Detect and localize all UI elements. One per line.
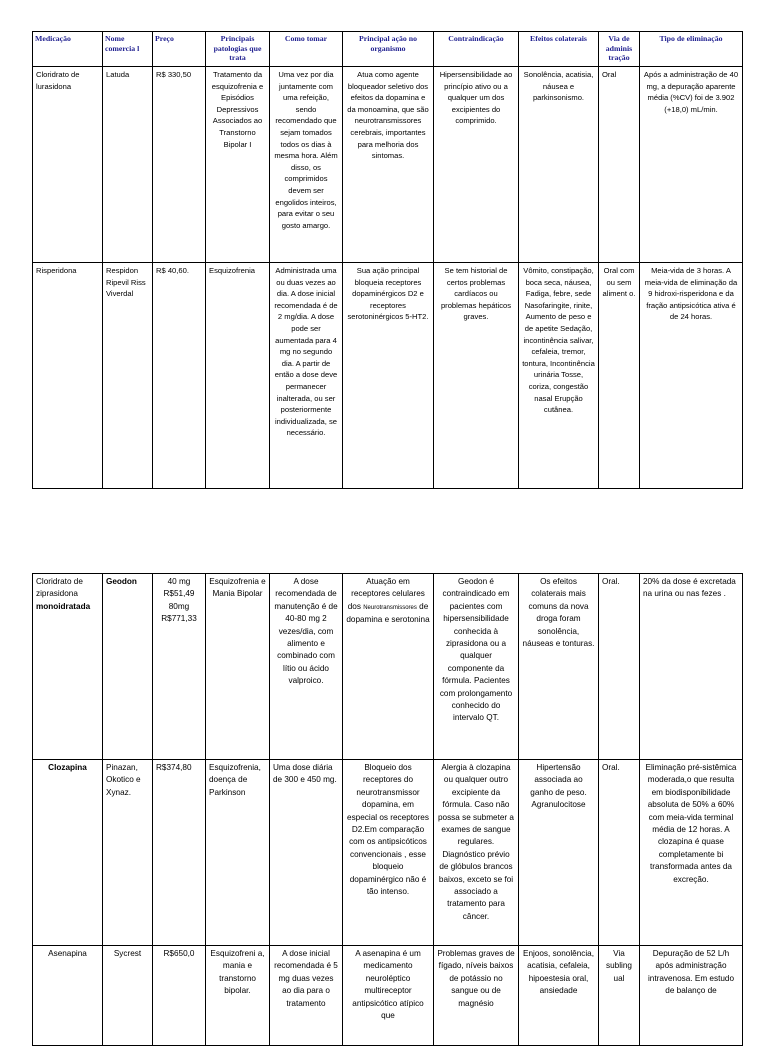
medicacao-bold-text: monoidratada	[36, 601, 91, 611]
cell-preco: R$ 40,60.	[153, 263, 206, 489]
cell-contraindicacao: Hipersensibilidade ao princípio ativo ou a qualquer um dos excipientes do comprimido.	[434, 67, 519, 263]
acao-small-text: Neurotransmissores	[363, 604, 417, 611]
cell-contraindicacao: Alergia à clozapina ou qualquer outro excipiente da fórmula. Caso não possa se submeter a exames de sangue regulares. Diagnóstico prévio de glóbulos brancos baixos, exceto se foi associado a tratamento para câncer.	[434, 760, 519, 946]
cell-como-tomar: A dose inicial recomendada é 5 mg duas vezes ao dia para o tratamento	[270, 946, 343, 1046]
table-header-row	[33, 32, 743, 67]
cell-preco: R$ 330,50	[153, 67, 206, 263]
cell-acao: Sua ação principal bloqueia receptores dopaminérgicos D2 e receptores serotoninérgicos 5-HT2.	[343, 263, 434, 489]
header-preco: Preço	[153, 32, 206, 67]
header-acao: Principal ação no organismo	[343, 32, 434, 67]
cell-efeitos: Hipertensão associada ao ganho de peso. Agranulocitose	[519, 760, 599, 946]
header-via: Via de adminis tração	[599, 32, 640, 67]
cell-contraindicacao: Geodon é contraindicado em pacientes com hipersensibilidade conhecida à ziprasidona ou a qualquer componente da fórmula. Pacientes com prolongamento conhecido do intervalo QT.	[434, 574, 519, 760]
cell-como-tomar: Uma dose diária de 300 e 450 mg.	[270, 760, 343, 946]
cell-eliminacao: Depuração de 52 L/h após administração intravenosa. Em estudo de balanço de	[640, 946, 743, 1046]
cell-nome: Latuda	[103, 67, 153, 263]
cell-efeitos: Enjoos, sonolência, acatisia, cefaleia, hipoestesia oral, ansiedade	[519, 946, 599, 1046]
cell-efeitos: Os efeitos colaterais mais comuns da nova droga foram sonolência, náuseas e tonturas.	[519, 574, 599, 760]
cell-patologias: Tratamento da esquizofrenia e Episódios Depressivos Associados ao Transtorno Bipolar I	[206, 67, 270, 263]
cell-nome: Geodon	[103, 574, 153, 760]
cell-patologias: Esquizofrenia e Mania Bipolar	[206, 574, 270, 760]
cell-preco: R$374,80	[153, 760, 206, 946]
cell-patologias: Esquizofrenia, doença de Parkinson	[206, 760, 270, 946]
table-row	[33, 574, 743, 760]
header-contraindicacao: Contraindicação	[434, 32, 519, 67]
cell-preco: R$650,0	[153, 946, 206, 1046]
table-row	[33, 946, 743, 1046]
header-efeitos: Efeitos colaterais	[519, 32, 599, 67]
cell-medicacao	[33, 574, 103, 760]
cell-efeitos: Vômito, constipação, boca seca, náusea, Fadiga, febre, sede Nasofaringite, rinite, Aumento de peso e de apetite Sedação, incontinência salivar, cefaleia, tremor, tontura, Incontinência urinária Tosse, coriza, congestão nasal Erupção cutânea.	[519, 263, 599, 489]
cell-acao: Bloqueio dos receptores do neurotransmissor dopamina, em especial os receptores D2.Em comparação com os antipsicóticos convencionais , esse bloqueio dopaminérgico não é tão intenso.	[343, 760, 434, 946]
header-nome-comercial: Nome comercia l	[103, 32, 153, 67]
cell-eliminacao: Meia-vida de 3 horas. A meia-vida de eliminação da 9 hidroxi-risperidona e da fração antipsicótica ativa é de 24 horas.	[640, 263, 743, 489]
header-patologias: Principais patologias que trata	[206, 32, 270, 67]
cell-patologias: Esquizofreni a, mania e transtorno bipolar.	[206, 946, 270, 1046]
cell-contraindicacao: Problemas graves de fígado, níveis baixos de potássio no sangue ou de magnésio	[434, 946, 519, 1046]
cell-acao: Atua como agente bloqueador seletivo dos efeitos da dopamina e da monoamina, que são neurotransmissores cerebrais, importantes para melhoria dos sintomas.	[343, 67, 434, 263]
cell-medicacao: Asenapina	[33, 946, 103, 1046]
cell-nome: Respidon Ripevil Riss Viverdal	[103, 263, 153, 489]
cell-acao	[343, 574, 434, 760]
cell-como-tomar: Uma vez por dia juntamente com uma refeição, sendo recomendado que sejam tomados todos os dias à mesma hora. Além disso, os comprimidos devem ser engolidos inteiros, para evitar o seu gosto amargo.	[270, 67, 343, 263]
cell-como-tomar: A dose recomendada de manutenção é de 40-80 mg 2 vezes/dia, com alimento e combinado com lítio ou ácido valproico.	[270, 574, 343, 760]
cell-acao: A asenapina é um medicamento neuroléptico multireceptor antipsicótico atípico que	[343, 946, 434, 1046]
cell-medicacao: Risperidona	[33, 263, 103, 489]
cell-nome: Sycrest	[103, 946, 153, 1046]
table-row	[33, 263, 743, 489]
table-row	[33, 67, 743, 263]
medication-table-top	[32, 31, 743, 489]
cell-nome: Pinazan, Okotico e Xynaz.	[103, 760, 153, 946]
cell-eliminacao: 20% da dose é excretada na urina ou nas fezes .	[640, 574, 743, 760]
acao-text: Atuação em receptores celulares dos	[347, 577, 425, 611]
header-como-tomar: Como tomar	[270, 32, 343, 67]
cell-via: Oral.	[599, 760, 640, 946]
cell-eliminacao: Após a administração de 40 mg, a depuração aparente média (%CV) foi de 3.902 (+18,0) mL/min.	[640, 67, 743, 263]
medication-table-bottom	[32, 573, 743, 1046]
cell-como-tomar: Administrada uma ou duas vezes ao dia. A dose inicial recomendada é de 2 mg/dia. A dose pode ser aumentada para 4 mg no segundo dia. A partir de então a dose deve permanecer inalterada, ou ser posteriormente individualizada, se necessário.	[270, 263, 343, 489]
cell-via: Oral	[599, 67, 640, 263]
cell-contraindicacao: Se tem historial de certos problemas cardíacos ou problemas hepáticos graves.	[434, 263, 519, 489]
cell-via: Oral.	[599, 574, 640, 760]
cell-eliminacao: Eliminação pré-sistêmica moderada,o que resulta em biodisponibilidade absoluta de 50% a 60% com meia-vida terminal média de 12 horas. A clozapina é quase completamente bi transformada antes da excreção.	[640, 760, 743, 946]
acao-end-text: de dopamina e serotonina	[346, 601, 430, 625]
cell-medicacao: Cloridrato de lurasidona	[33, 67, 103, 263]
header-medicacao: Medicação	[33, 32, 103, 67]
cell-via: Oral com ou sem aliment o.	[599, 263, 640, 489]
table-row	[33, 760, 743, 946]
cell-preco: 40 mg R$51,49 80mg R$771,33	[153, 574, 206, 760]
cell-patologias: Esquizofrenia	[206, 263, 270, 489]
cell-medicacao: Clozapina	[33, 760, 103, 946]
medicacao-text: Cloridrato de ziprasidona	[36, 577, 83, 599]
cell-via: Via subling ual	[599, 946, 640, 1046]
header-eliminacao: Tipo de eliminação	[640, 32, 743, 67]
cell-efeitos: Sonolência, acatisia, náusea e parkinsonismo.	[519, 67, 599, 263]
